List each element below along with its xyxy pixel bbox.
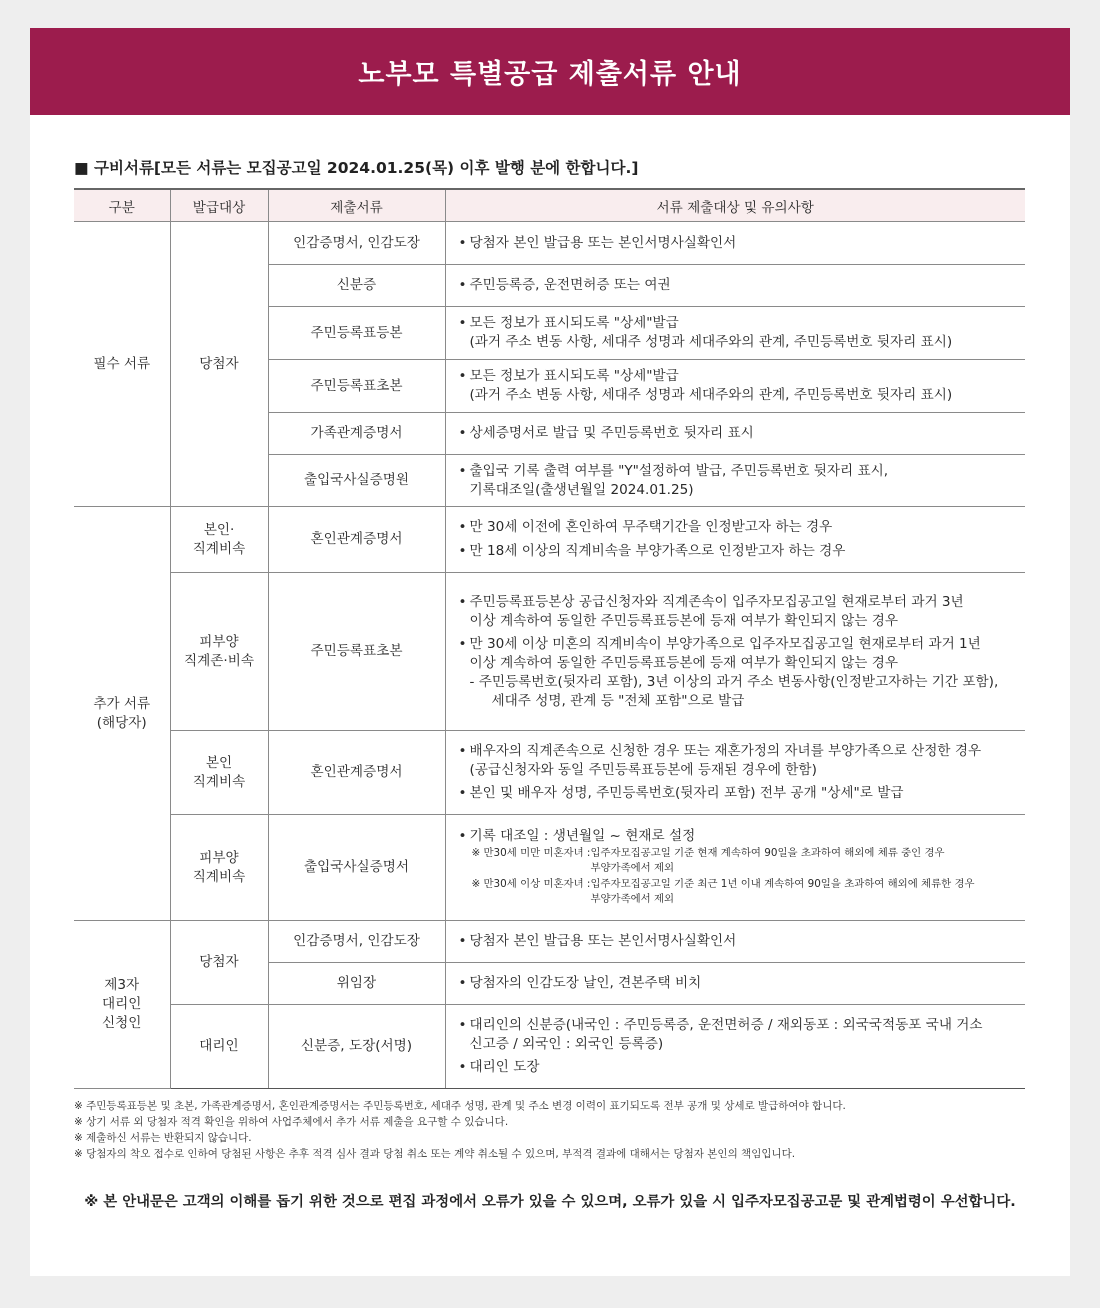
- target-dependent-lineal: 피부양 직계존·비속: [170, 573, 268, 731]
- group-proxy: 제3자 대리인 신청인: [74, 921, 170, 1089]
- table-header-row: [74, 189, 1025, 222]
- note-resident-abstract: • 모든 정보가 표시되도록 "상세"발급 (과거 주소 변동 사항, 세대주 성명과 세대주와의 관계, 주민등록번호 뒷자리 표시): [445, 360, 1025, 413]
- table-row: [74, 1005, 1025, 1089]
- doc-power-of-attorney: 위임장: [268, 963, 445, 1005]
- target-self-lineal-2: 본인 직계비속: [170, 731, 268, 815]
- header-notes: 서류 제출대상 및 유의사항: [445, 189, 1025, 222]
- footnote: ※ 당첨자의 착오 접수로 인하여 당첨된 사항은 추후 적격 심사 결과 당첨 취소 또는 계약 취소될 수 있으며, 부적격 결과에 대해서는 당첨자 본인의 책임입니다.: [74, 1148, 796, 1160]
- doc-entry-exit-application: 출입국사실증명원: [268, 455, 445, 507]
- note-id-card: • 주민등록증, 운전면허증 또는 여권: [445, 265, 1025, 307]
- header-category: 구분: [74, 189, 170, 222]
- note-family-cert: • 상세증명서로 발급 및 주민등록번호 뒷자리 표시: [445, 413, 1025, 455]
- doc-id-card: 신분증: [268, 265, 445, 307]
- note-resident-dependent: • 주민등록표등본상 공급신청자와 직계존속이 입주자모집공고일 현재로부터 과거 3년 이상 계속하여 동일한 주민등록표등본에 등재 여부가 확인되지 않는 경우 • 만 30세 이상 미혼의 직계비속이 부양가족으로 입주자모집공고일 현재로부터 과거 1년 이상 계속하여 동일한 주민등록표등본에 등재 여부가 확인되지 않는 경우 - 주민등록번호(뒷자리 포함), 3년 이상의 과거 주소 변동사항(인정받고자하는 기간 포함), 세대주 성명, 관계 등 "전체 포함"으로 발급: [445, 573, 1025, 731]
- note-seal-cert: • 당첨자 본인 발급용 또는 본인서명사실확인서: [445, 222, 1025, 265]
- target-dependent-lineal-desc: 피부양 직계비속: [170, 815, 268, 921]
- doc-marriage-cert: 혼인관계증명서: [268, 507, 445, 573]
- doc-id-seal: 신분증, 도장(서명): [268, 1005, 445, 1089]
- doc-entry-exit-cert: 출입국사실증명서: [268, 815, 445, 921]
- group-additional: 추가 서류 (해당자): [74, 507, 170, 921]
- note-marriage-self: • 만 30세 이전에 혼인하여 무주택기간을 인정받고자 하는 경우 • 만 18세 이상의 직계비속을 부양가족으로 인정받고자 하는 경우: [445, 507, 1025, 573]
- doc-resident-abstract-2: 주민등록표초본: [268, 573, 445, 731]
- header-target: 발급대상: [170, 189, 268, 222]
- table-row: [74, 731, 1025, 815]
- doc-family-cert: 가족관계증명서: [268, 413, 445, 455]
- page-title-banner: [30, 28, 1070, 115]
- doc-marriage-cert-2: 혼인관계증명서: [268, 731, 445, 815]
- table-row: [74, 507, 1025, 573]
- target-winner: 당첨자: [170, 222, 268, 507]
- note-entry-exit-application: • 출입국 기록 출력 여부를 "Y"설정하여 발급, 주민등록번호 뒷자리 표시, 기록대조일(출생년월일 2024.01.25): [445, 455, 1025, 507]
- footnote: ※ 상기 서류 외 당첨자 적격 확인을 위하여 사업주체에서 추가 서류 제출을 요구할 수 있습니다.: [74, 1116, 509, 1128]
- note-seal-cert-2: • 당첨자 본인 발급용 또는 본인서명사실확인서: [445, 921, 1025, 963]
- header-document: 제출서류: [268, 189, 445, 222]
- section-title: ■ 구비서류[모든 서류는 모집공고일 2024.01.25(목) 이후 발행 분에 한합니다.]: [74, 159, 639, 177]
- target-proxy: 대리인: [170, 1005, 268, 1089]
- note-id-seal: • 대리인의 신분증(내국인 : 주민등록증, 운전면허증 / 재외동포 : 외국국적동포 국내 거소 신고증 / 외국인 : 외국인 등록증) • 대리인 도장: [445, 1005, 1025, 1089]
- page-title: 노부모 특별공급 제출서류 안내: [358, 59, 742, 90]
- documents-table: [74, 188, 1025, 1089]
- disclaimer: ※ 본 안내문은 고객의 이해를 돕기 위한 것으로 편집 과정에서 오류가 있을 수 있으며, 오류가 있을 시 입주자모집공고문 및 관계법령이 우선합니다.: [84, 1194, 1016, 1210]
- notice-card: [30, 28, 1070, 1276]
- footnote: ※ 제출하신 서류는 반환되지 않습니다.: [74, 1132, 252, 1144]
- note-entry-exit-cert: • 기록 대조일 : 생년월일 ~ 현재로 설정 ※ 만30세 미만 미혼자녀 : 입주자모집공고일 기준 현재 계속하여 90일을 초과하여 해외에 체류 중인 경우 부양가족에서 제외 ※ 만30세 이상 미혼자녀 : 입주자모집공고일 기준 최근 1년 이내 계속하여 90일을 초과하여 해외에 체류한 경우 부양가족에서 제외: [445, 815, 1025, 921]
- doc-seal-cert-2: 인감증명서, 인감도장: [268, 921, 445, 963]
- note-power-of-attorney: • 당첨자의 인감도장 날인, 견본주택 비치: [445, 963, 1025, 1005]
- doc-seal-cert: 인감증명서, 인감도장: [268, 222, 445, 265]
- footnote: ※ 주민등록표등본 및 초본, 가족관계증명서, 혼인관계증명서는 주민등록번호, 세대주 성명, 관계 및 주소 변경 이력이 표기되도록 전부 공개 및 상세로 발급하여야 합니다.: [74, 1100, 846, 1112]
- doc-resident-abstract: 주민등록표초본: [268, 360, 445, 413]
- table-row: [74, 222, 1025, 265]
- target-winner-2: 당첨자: [170, 921, 268, 1005]
- table-row: [74, 573, 1025, 731]
- target-self-lineal: 본인· 직계비속: [170, 507, 268, 573]
- table-row: [74, 921, 1025, 963]
- doc-resident-copy: 주민등록표등본: [268, 307, 445, 360]
- note-resident-copy: • 모든 정보가 표시되도록 "상세"발급 (과거 주소 변동 사항, 세대주 성명과 세대주와의 관계, 주민등록번호 뒷자리 표시): [445, 307, 1025, 360]
- group-required: 필수 서류: [74, 222, 170, 507]
- table-row: [74, 815, 1025, 921]
- note-marriage-self-2: • 배우자의 직계존속으로 신청한 경우 또는 재혼가정의 자녀를 부양가족으로 산정한 경우 (공급신청자와 동일 주민등록표등본에 등재된 경우에 한함) • 본인 및 배우자 성명, 주민등록번호(뒷자리 포함) 전부 공개 "상세"로 발급: [445, 731, 1025, 815]
- footnotes: [74, 1098, 846, 1162]
